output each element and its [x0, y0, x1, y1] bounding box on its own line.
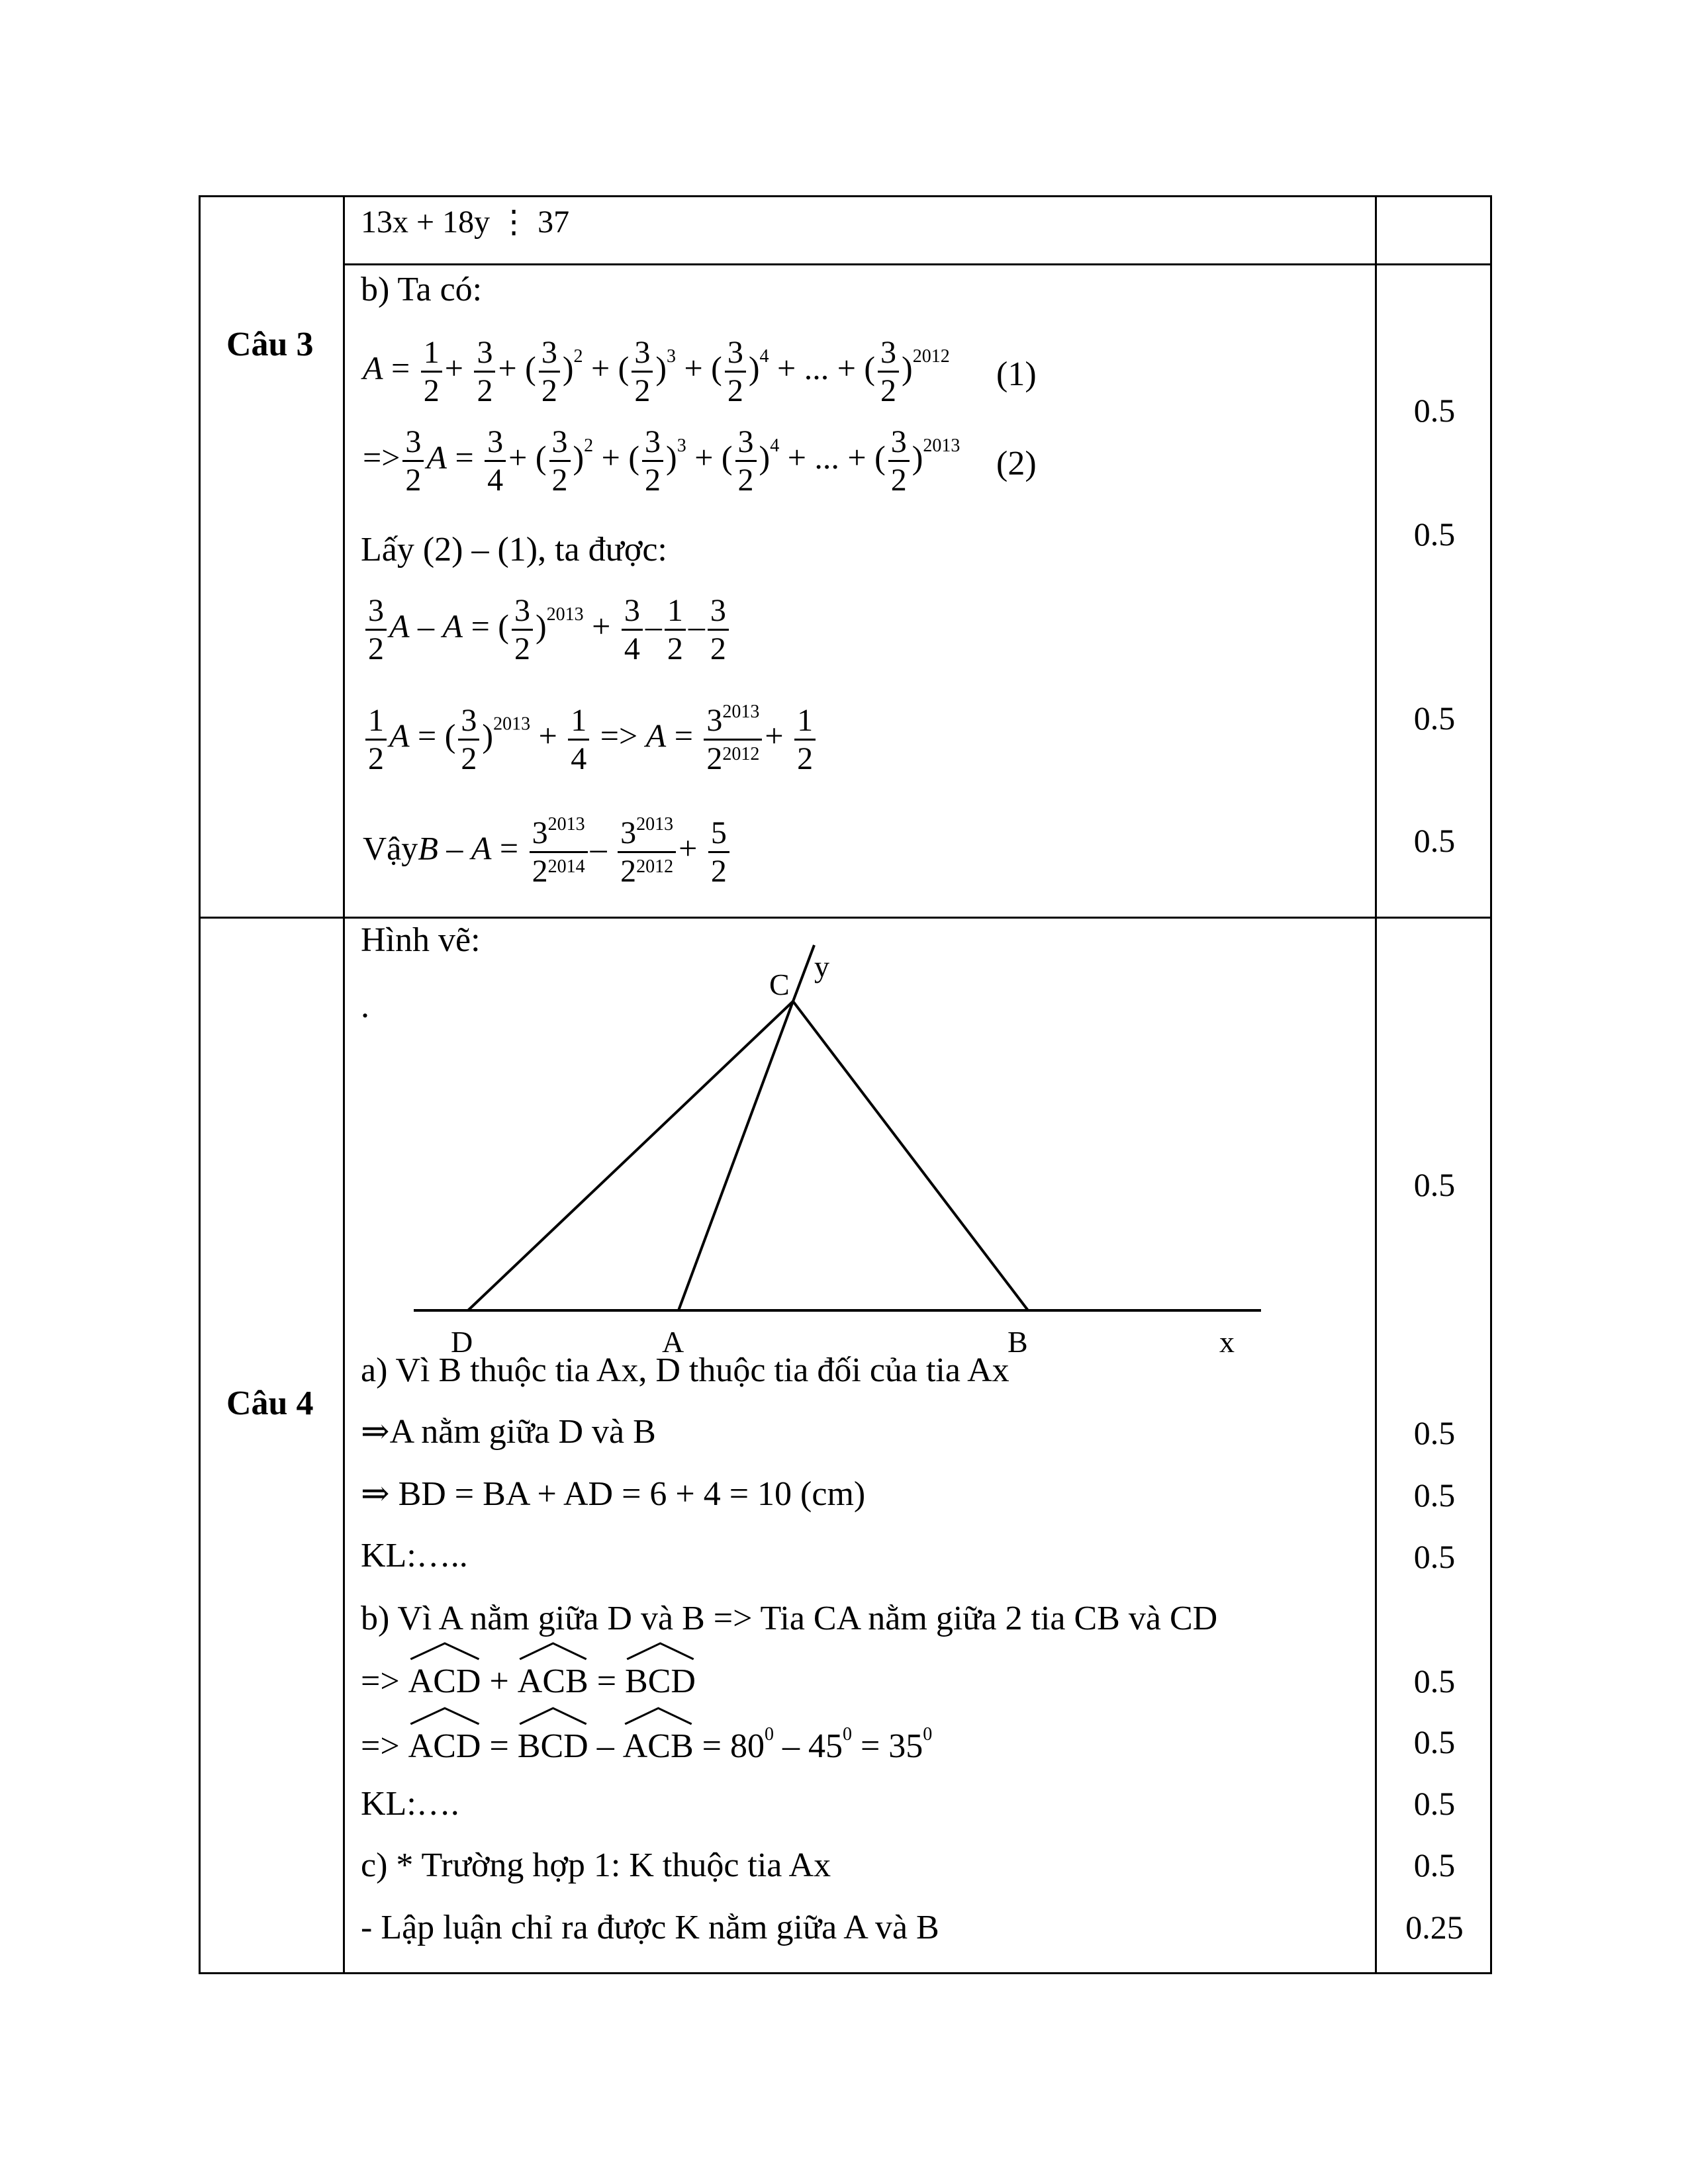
op-eq: = [596, 1662, 617, 1700]
op-minus: – [596, 1727, 614, 1765]
val-45: – 45 [773, 1727, 843, 1765]
cau4-line-b-kl: KL:…. [361, 1785, 459, 1823]
sup-2013-e: 2013 [547, 814, 585, 835]
cau3-eq1-tag: (1) [996, 355, 1037, 393]
cau4-score-b-kl: 0.5 [1413, 1785, 1456, 1822]
cau3-eq3: $\frac{3}{2}$ A – A = ( $\frac{3}{2}$ )$^{2013}$ + $\frac{3}{4}$ – $\frac{1}{2}$ – $\frac{3}{2}$ [363, 592, 731, 667]
cau4-figure-score: 0.5 [1413, 1166, 1456, 1203]
cau4-line-a-kl: KL:….. [361, 1537, 468, 1574]
sup-2012-b: 2012 [722, 744, 760, 765]
point-label-a: A [662, 1325, 684, 1359]
cau4-line-a: a) Vì B thuộc tia Ax, D thuộc tia đối của tia Ax [361, 1351, 1009, 1389]
sup-2013-c: 2013 [493, 713, 531, 735]
cau3-score-2: 0.5 [1413, 516, 1456, 553]
angle-bcd: BCD [625, 1664, 696, 1699]
cau3-eq1: A = $\frac{1}{2}$ + $\frac{3}{2}$ + ( $\frac{3}{2}$ )$^2$ + ( $\frac{3}{2}$ )$^3$ + ( $\frac{3}{2}$ )$^4$ + ... + ( $\frac{3}{2}$ )$^{2012}$ [363, 335, 950, 409]
angle-acd-2: ACD [408, 1729, 481, 1764]
val-35: = 35 [851, 1727, 923, 1765]
conclusion-prefix: Vậy [363, 829, 418, 867]
cau4-line-a2: ⇒ BD = BA + AD = 6 + 4 = 10 (cm) [361, 1475, 866, 1513]
angle-acd: ACD [408, 1664, 481, 1699]
segment-ac [679, 1001, 793, 1310]
cau4-score-a1: 0.5 [1413, 1414, 1456, 1451]
cau3-eq2-tag: (2) [996, 445, 1037, 482]
cau3-b-intro: b) Ta có: [361, 271, 483, 308]
cau4-score-c1: 0.25 [1405, 1909, 1464, 1946]
point-label-c: C [769, 968, 790, 1001]
cau4-line-c1: - Lập luận chỉ ra được K nằm giữa A và B [361, 1909, 939, 1946]
segment-dc [468, 1001, 793, 1310]
cau4-line-b: b) Vì A nằm giữa D và B => Tia CA nằm giữa 2 tia CB và CD [361, 1600, 1218, 1637]
sup-2013-f: 2013 [636, 814, 674, 835]
cau3-score-4: 0.5 [1413, 822, 1456, 859]
segment-bc [793, 1001, 1028, 1310]
sup-2014: 2014 [547, 856, 585, 878]
cau4-score-b1: 0.5 [1413, 1662, 1456, 1700]
cau4-score-a-kl: 0.5 [1413, 1538, 1456, 1575]
cau4-score-c: 0.5 [1413, 1846, 1456, 1884]
b2-prefix: => [361, 1727, 408, 1765]
cau4-score-a2: 0.5 [1413, 1477, 1456, 1514]
val-80: = 80 [702, 1727, 765, 1765]
cau3-score-3: 0.5 [1413, 700, 1456, 737]
angle-acb: ACB [518, 1664, 588, 1699]
cau3-eq4: $\frac{1}{2}$ A = ( $\frac{3}{2}$ )$^{2013}$ + $\frac{1}{4}$ => A = $\frac{3^{2013}}{2^{2012}}$ + $\frac{1}{2}$ [363, 702, 818, 777]
cau4-line-b2 [361, 1725, 932, 1764]
sup-2012-c: 2012 [636, 856, 674, 878]
cau3-first-line: 13x + 18y ⋮ 37 [361, 205, 570, 240]
angle-bcd-2: BCD [518, 1729, 588, 1764]
point-label-b: B [1008, 1325, 1028, 1359]
cau4-figure-dot: . [361, 987, 369, 1025]
b1-prefix: => [361, 1662, 408, 1700]
cau4-line-c: c) * Trường hợp 1: K thuộc tia Ax [361, 1846, 831, 1884]
sup-2012: 2012 [912, 346, 950, 367]
cau4-figure-title: Hình vẽ: [361, 921, 481, 959]
row-label-cau3: Câu 3 [226, 326, 314, 363]
cau4-line-b1 [361, 1664, 696, 1699]
deg-3: 0 [923, 1724, 933, 1745]
point-label-d: D [451, 1325, 473, 1359]
op-plus: + [489, 1662, 509, 1700]
ray-cy [793, 945, 814, 1001]
cau3-subtract-text: Lấy (2) – (1), ta được: [361, 531, 667, 569]
op-eq-2: = [489, 1727, 509, 1765]
sup-2013-a: 2013 [923, 435, 961, 457]
deg-2: 0 [842, 1724, 852, 1745]
cau3-eq2: => $\frac{3}{2}$ A = $\frac{3}{4}$ + ( $\frac{3}{2}$ )$^2$ + ( $\frac{3}{2}$ )$^3$ + ( $\frac{3}{2}$ )$^4$ + ... + ( $\frac{3}{2}$ )$^{2013}$ [363, 424, 961, 498]
angle-acb-2: ACB [623, 1729, 694, 1764]
cau4-score-b2: 0.5 [1413, 1723, 1456, 1760]
row-label-cau4: Câu 4 [226, 1385, 314, 1422]
point-label-x: x [1219, 1325, 1235, 1359]
point-label-y: y [814, 950, 829, 983]
deg-1: 0 [764, 1724, 774, 1745]
sup-2013-d: 2013 [722, 702, 760, 722]
cau4-line-a1: ⇒A nằm giữa D và B [361, 1413, 656, 1451]
cau3-conclusion: VậyB – A = $\frac{3^{2013}}{2^{2014}}$ – $\frac{3^{2013}}{2^{2012}}$ + $\frac{5}{2}$ [363, 814, 732, 889]
cau3-score-1: 0.5 [1413, 392, 1456, 429]
sup-2013-b: 2013 [546, 604, 584, 625]
